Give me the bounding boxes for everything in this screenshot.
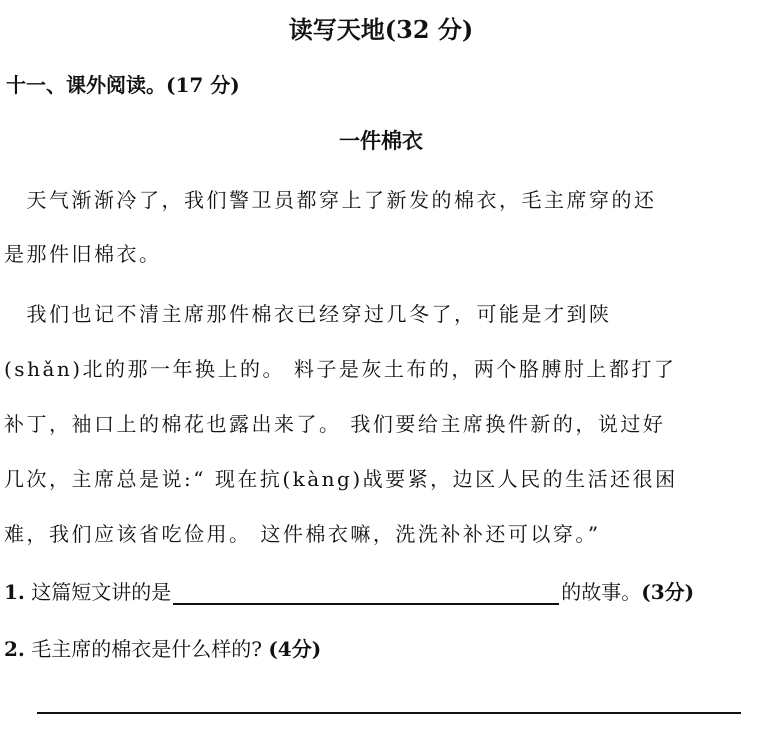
story-title: 一件棉衣: [339, 128, 423, 153]
story-line: 补丁，袖口上的棉花也露出来了。 我们要给主席换件新的，说过好: [4, 412, 666, 436]
question-number: 1.: [4, 580, 25, 604]
question-text-after: 的故事。: [561, 580, 642, 604]
story-line: 是那件旧棉衣。: [4, 242, 162, 266]
story-line: 我们也记不清主席那件棉衣已经穿过几冬了，可能是才到陕: [4, 302, 612, 326]
story-line: 天气渐渐冷了，我们警卫员都穿上了新发的棉衣，毛主席穿的还: [4, 188, 657, 212]
question-number: 2.: [4, 637, 25, 661]
page-title: 读写天地(32 分): [288, 15, 474, 44]
question-score: (3分): [641, 580, 695, 604]
section-title: 十一、课外阅读。(17 分): [6, 73, 240, 97]
story-line: (shǎn)北的那一年换上的。 料子是灰土布的，两个胳膊肘上都打了: [4, 357, 677, 381]
answer-line[interactable]: [37, 712, 741, 714]
question-1: [4, 576, 694, 605]
question-text: 这篇短文讲的是: [31, 580, 172, 604]
answer-blank[interactable]: [173, 583, 559, 605]
story-line: 难，我们应该省吃俭用。 这件棉衣嘛，洗洗补补还可以穿。”: [4, 522, 601, 546]
story-line: 几次，主席总是说:“ 现在抗(kàng)战要紧，边区人民的生活还很困: [4, 467, 678, 491]
question-score: (4分): [268, 637, 322, 661]
question-text: 毛主席的棉衣是什么样的?: [31, 637, 262, 661]
question-2: [4, 633, 321, 662]
